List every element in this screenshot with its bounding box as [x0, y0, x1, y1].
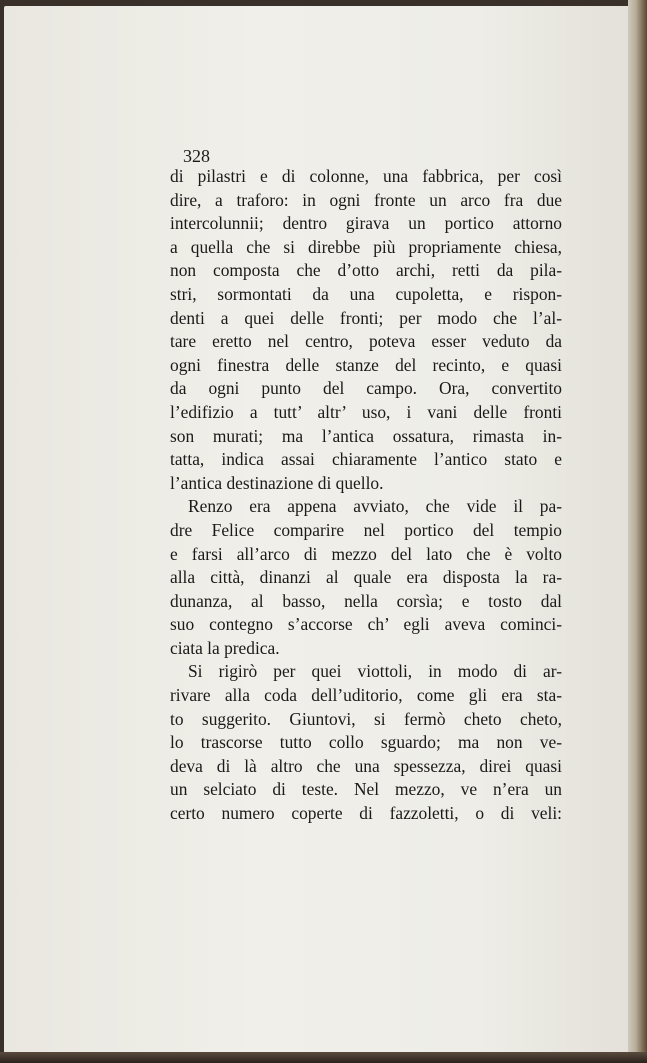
text-line: tare eretto nel centro, poteva esser veduto da: [170, 331, 562, 352]
text-line: ogni finestra delle stanze del recinto, e quasi: [170, 354, 562, 375]
page-text: [170, 145, 562, 826]
text-line: deva di là altro che una spessezza, direi quasi: [170, 755, 562, 776]
text-line: l’edifizio a tutt’ altr’ uso, i vani delle fronti: [170, 401, 562, 422]
text-line: da ogni punto del campo. Ora, convertito: [170, 378, 562, 399]
book-edge-right: [628, 0, 647, 1063]
text-line: alla città, dinanzi al quale era disposta la ra-: [170, 567, 562, 588]
text-line: son murati; ma l’antica ossatura, rimasta in-: [170, 425, 562, 446]
text-line: a quella che si direbbe più propriamente chiesa,: [170, 236, 562, 257]
text-line: ciata la predica.: [170, 637, 280, 658]
text-line: to suggerito. Giuntovi, si fermò cheto cheto,: [170, 708, 562, 729]
text-line: un selciato di teste. Nel mezzo, ve n’era un: [170, 779, 562, 800]
text-line: non composta che d’otto archi, retti da pila-: [170, 260, 562, 281]
text-line: certo numero coperte di fazzoletti, o di veli:: [170, 803, 562, 824]
text-line: denti a quei delle fronti; per modo che l’al-: [170, 307, 562, 328]
text-line: stri, sormontati da una cupoletta, e rispon-: [170, 283, 562, 304]
page-number: 328: [183, 146, 210, 166]
text-line: tatta, indica assai chiaramente l’antico stato e: [170, 449, 562, 470]
text-line: Renzo era appena avviato, che vide il pa-: [188, 496, 562, 517]
text-line: di pilastri e di colonne, una fabbrica, per così: [170, 166, 562, 186]
text-line: lo trascorse tutto collo sguardo; ma non ve-: [170, 732, 562, 753]
text-line: dunanza, al basso, nella corsìa; e tosto dal: [170, 590, 562, 611]
text-line: dre Felice comparire nel portico del tempio: [170, 519, 562, 540]
book-edge-bottom: [0, 1052, 647, 1063]
text-line: dire, a traforo: in ogni fronte un arco fra due: [170, 189, 562, 210]
text-line: Si rigirò per quei viottoli, in modo di ar-: [188, 661, 562, 682]
text-line: e farsi all’arco di mezzo del lato che è volto: [170, 543, 562, 564]
text-line: l’antica destinazione di quello.: [170, 472, 384, 493]
text-line: rivare alla coda dell’uditorio, come gli era sta-: [170, 685, 562, 706]
text-line: suo contegno s’accorse ch’ egli aveva cominci-: [170, 614, 562, 635]
text-line: intercolunnii; dentro girava un portico attorno: [170, 213, 562, 234]
